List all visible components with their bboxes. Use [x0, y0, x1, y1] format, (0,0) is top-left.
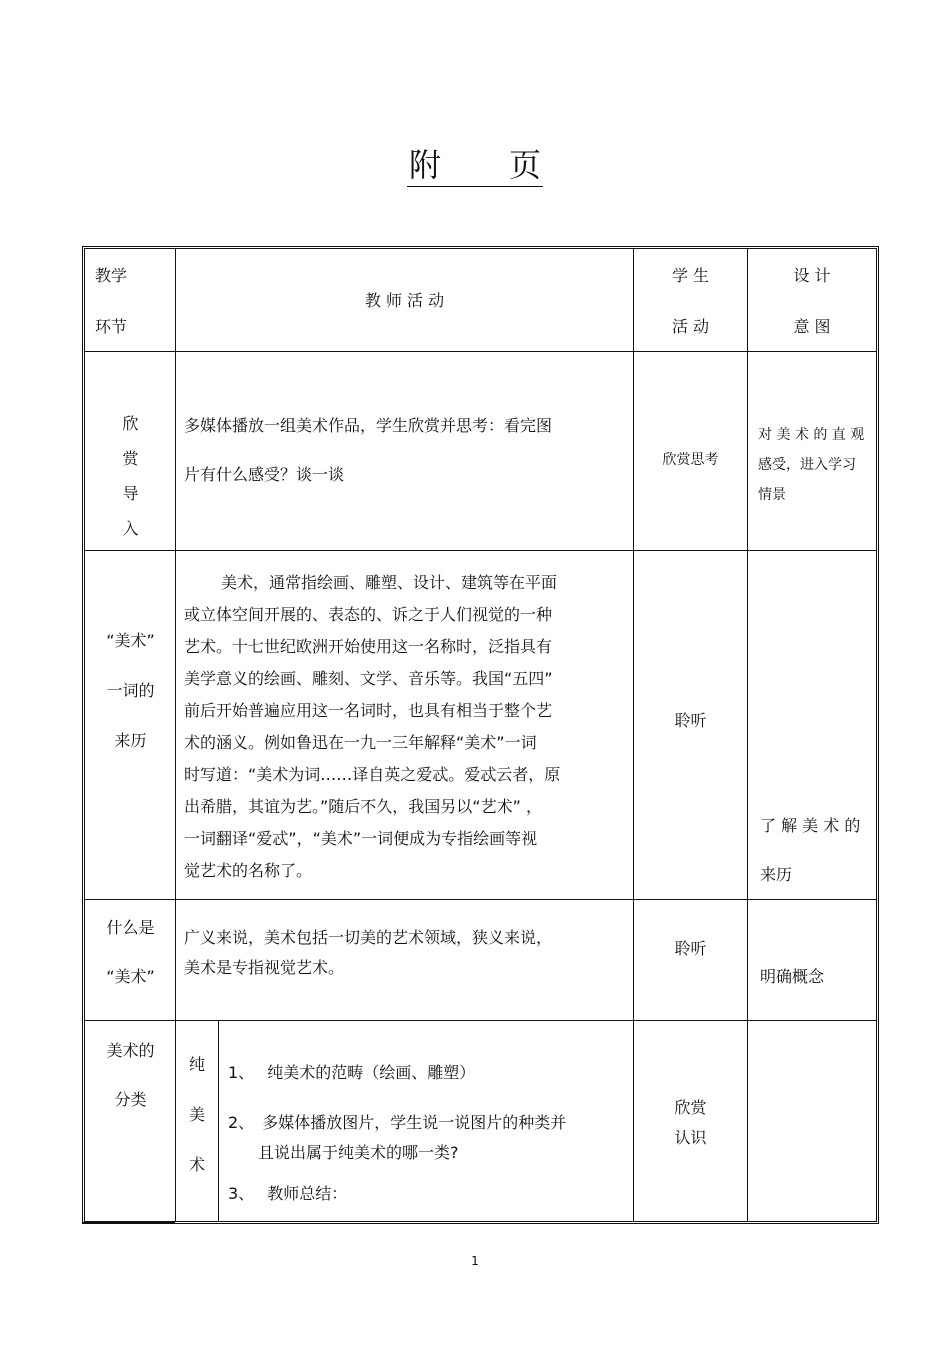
row4-item3 [228, 1184, 347, 1205]
row4-item2-line1: 多媒体播放图片，学生说一说图片的种类并 [262, 1113, 567, 1132]
row4-item1-number: 1、 [228, 1063, 255, 1082]
row2-teacher-line: 时写道：“美术为词……译自英之爱忒。爱忒云者，原 [184, 765, 561, 784]
row2-stage [86, 616, 175, 766]
row4-item1 [228, 1063, 475, 1084]
row1-stage-char: 导 [122, 484, 139, 503]
grid-line [633, 249, 634, 1221]
row1-stage-char: 欣 [122, 414, 139, 433]
page-title [0, 140, 950, 187]
row3-teacher [184, 923, 552, 983]
page-number: 1 [471, 1254, 479, 1268]
header-student-line2: 活 动 [671, 316, 710, 336]
row1-teacher-line2: 片有什么感受？谈一谈 [184, 464, 345, 484]
row4-item2-number: 2、 [228, 1113, 255, 1132]
bottom-rule [82, 1222, 175, 1224]
row1-intent [758, 420, 873, 510]
row4-stage-line1: 美术的 [106, 1041, 155, 1060]
row4-item2-line2: 且说出属于纯美术的哪一类? [258, 1143, 459, 1162]
row2-teacher-line: 前后开始普遍应用这一名词时，也具有相当于整个艺 [184, 701, 553, 720]
row1-intent-line2: 感受，进入学习 [758, 457, 856, 473]
row4-sub-char: 纯 [188, 1055, 205, 1074]
row4-student-line1: 欣赏 [674, 1098, 707, 1117]
row4-item2 [228, 1108, 566, 1168]
row4-subcategory [176, 1040, 218, 1190]
row3-stage [86, 918, 175, 988]
title-right: 页 [507, 146, 543, 187]
row3-teacher-line2: 美术是专指视觉艺术。 [184, 958, 345, 977]
row1-teacher-line1: 多媒体播放一组美术作品，学生欣赏并思考：看完图 [184, 416, 553, 435]
row1-intent-line3: 情景 [758, 487, 786, 503]
row2-intent-line1: 了 解 美 术 的 [760, 816, 861, 835]
row1-stage-char: 入 [122, 519, 139, 538]
grid-line [747, 249, 748, 1221]
row4-item3-number: 3、 [228, 1184, 255, 1203]
row4-stage-line2: 分类 [114, 1089, 147, 1109]
row3-student: 聆听 [674, 939, 707, 958]
header-student-line1: 学 生 [671, 266, 710, 285]
header-intent-line1: 设 计 [793, 266, 831, 285]
row1-student: 欣赏思考 [662, 452, 719, 468]
row4-item1-text: 纯美术的范畴（绘画、雕塑） [267, 1063, 476, 1082]
row1-stage [86, 406, 175, 546]
grid-line [85, 351, 876, 352]
row3-stage-line2: “美术” [106, 966, 155, 986]
header-stage-line2: 环节 [95, 316, 128, 336]
header-intent [748, 266, 876, 338]
row4-student-line2: 认识 [674, 1128, 707, 1147]
title-gap [443, 146, 507, 187]
row2-teacher-line: 出希腊，其谊为艺。”随后不久，我国另以“艺术” ， [184, 797, 542, 816]
row2-teacher-line: 美学意义的绘画、雕刻、文学、音乐等。我国“五四” [184, 669, 553, 688]
grid-line [85, 899, 876, 900]
row2-teacher-line: 或立体空间开展的、表态的、诉之于人们视觉的一种 [184, 605, 553, 624]
row4-sub-char: 美 [188, 1105, 205, 1124]
row2-teacher-line: 艺术。十七世纪欧洲开始使用这一名称时，泛指具有 [184, 637, 553, 656]
row3-teacher-line1: 广义来说，美术包括一切美的艺术领域，狭义来说， [184, 928, 553, 947]
row2-teacher-line: 美术，通常指绘画、雕塑、设计、建筑等在平面 [221, 573, 558, 592]
grid-line [85, 550, 876, 551]
row2-intent [760, 816, 875, 886]
row4-item3-text: 教师总结： [267, 1184, 348, 1203]
row4-student [634, 1093, 747, 1153]
row4-sub-char: 术 [188, 1155, 205, 1174]
header-student [634, 266, 747, 338]
title-left: 附 [407, 146, 443, 187]
row2-teacher-line: 一词翻译“爱忒”，“美术”一词便成为专指绘画等视 [184, 829, 538, 848]
grid-line [218, 1021, 219, 1221]
row2-intent-line2: 来历 [760, 864, 793, 884]
grid-line [85, 1020, 876, 1021]
row3-intent: 明确概念 [760, 967, 825, 986]
row2-teacher-line: 术的涵义。例如鲁迅在一九一三年解释“美术”一词 [184, 733, 537, 752]
row2-teacher-line: 觉艺术的名称了。 [184, 861, 313, 880]
row2-student: 聆听 [674, 711, 707, 730]
row1-teacher [184, 416, 552, 486]
row2-stage-line: 来历 [114, 731, 147, 750]
header-intent-line2: 意 图 [793, 316, 831, 336]
row4-stage [86, 1041, 175, 1111]
header-stage-line1: 教学 [95, 266, 128, 285]
row1-stage-char: 赏 [122, 449, 139, 468]
row2-teacher [184, 567, 560, 887]
row2-stage-line: 一词的 [106, 681, 155, 700]
row1-intent-line1: 对 美 术 的 直 观 [758, 427, 865, 443]
header-teacher: 教 师 活 动 [364, 291, 445, 310]
row2-stage-line: “美术” [106, 631, 155, 650]
header-stage [95, 266, 127, 338]
row3-stage-line1: 什么是 [106, 918, 155, 937]
